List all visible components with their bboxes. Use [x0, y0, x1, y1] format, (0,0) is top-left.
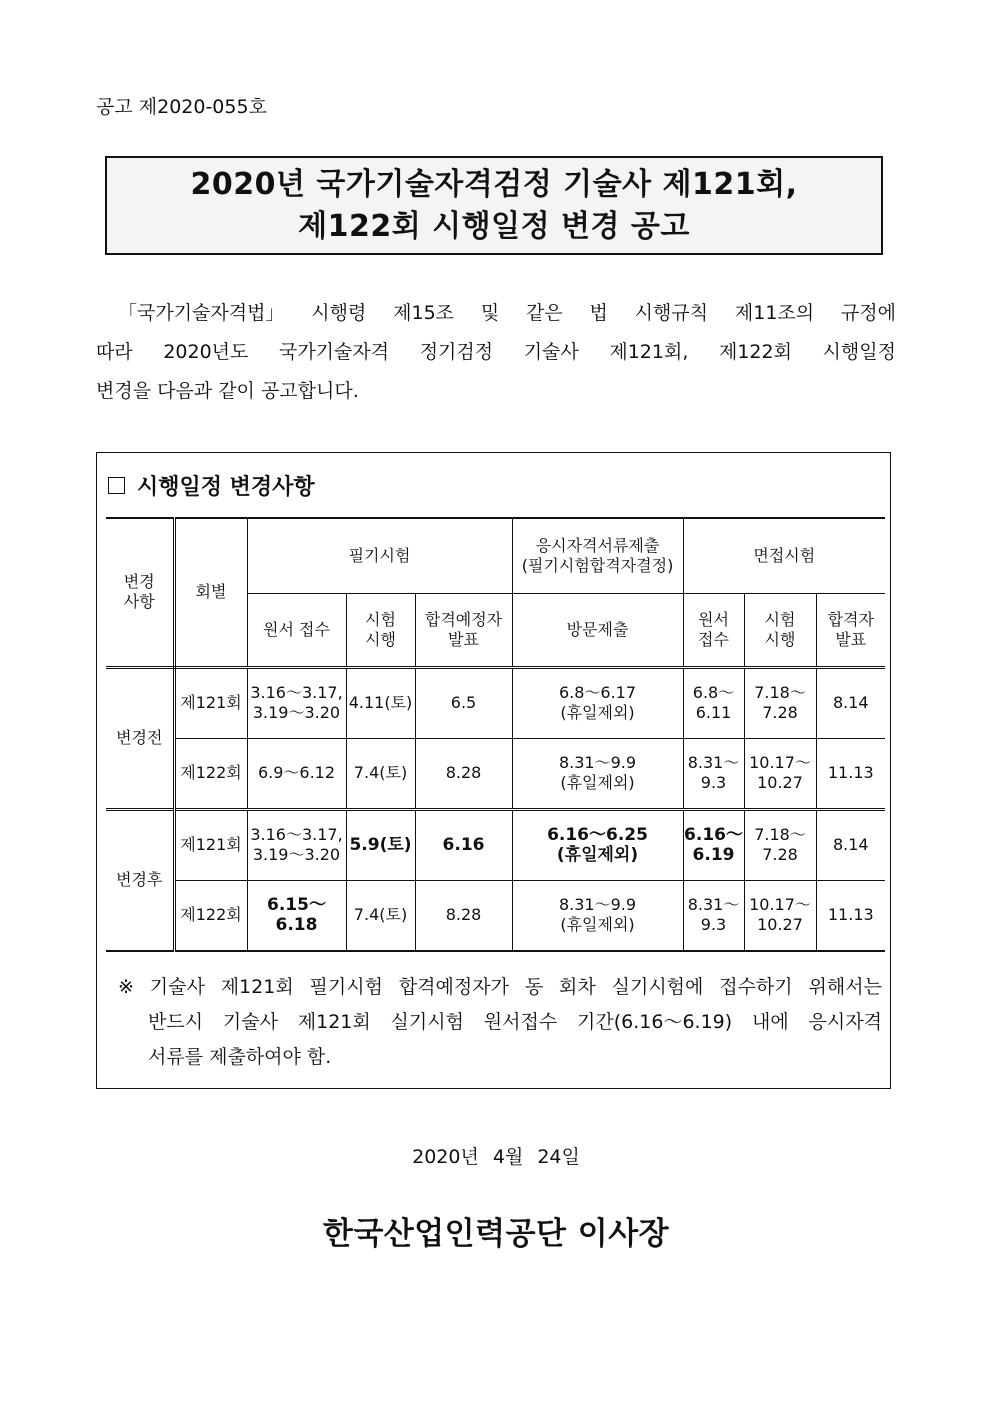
- intro-paragraph: [96, 294, 896, 411]
- note-word: 실기시험에: [611, 976, 704, 998]
- note-word: 위해서는: [808, 976, 882, 998]
- intro-word: 시행령: [311, 302, 367, 324]
- issuer-signature: 한국산업인력공단 이사장: [322, 1216, 670, 1252]
- header-int-pass: 합격자 발표: [816, 593, 885, 667]
- note-word: 제121회: [297, 1011, 371, 1033]
- cell-int-apply: 8.31～ 9.3: [683, 880, 744, 951]
- intro-word: 기술사: [523, 341, 579, 363]
- cell-int-pass: 11.13: [816, 880, 885, 951]
- header-round: 회별: [174, 518, 247, 667]
- header-int-exam: 시험 시행: [744, 593, 816, 667]
- cell-int-exam: 7.18～ 7.28: [744, 667, 816, 738]
- table-row: [106, 809, 885, 880]
- cell-written-apply: 6.15～6.18: [247, 880, 346, 951]
- cell-written-exam: 7.4(토): [346, 880, 415, 951]
- note-word: 회차: [559, 976, 596, 998]
- header-written-pass: 합격예정자 발표: [415, 593, 512, 667]
- cell-written-apply: 3.16～3.17, 3.19～3.20: [247, 809, 346, 880]
- header-written: 필기시험: [247, 518, 512, 593]
- cell-written-pass: 6.5: [415, 667, 512, 738]
- title-line-2: 제122회 시행일정 변경 공고: [298, 208, 690, 244]
- intro-word: 변경을 다음과 같이 공고합니다.: [96, 380, 359, 402]
- cell-int-exam: 7.18～ 7.28: [744, 809, 816, 880]
- cell-int-apply: 6.16～ 6.19: [683, 809, 744, 880]
- cell-written-pass: 6.16: [415, 809, 512, 880]
- table-row: [106, 880, 885, 951]
- cell-written-exam: 5.9(토): [346, 809, 415, 880]
- table-row: [106, 738, 885, 809]
- notice-number: 공고 제2020-055호: [96, 96, 267, 118]
- cell-written-pass: 8.28: [415, 738, 512, 809]
- reference-mark: ※: [118, 976, 134, 998]
- header-int-apply: 원서 접수: [683, 593, 744, 667]
- schedule-table: [106, 517, 885, 952]
- intro-line-2: [96, 333, 896, 372]
- header-written-apply: 원서 접수: [247, 593, 346, 667]
- cell-round: 제122회: [174, 738, 247, 809]
- checkbox-icon: [108, 477, 125, 494]
- note-line-3: [118, 1040, 882, 1075]
- intro-line-1: [96, 294, 896, 333]
- intro-word: 제15조: [393, 302, 455, 324]
- note-line-1: [118, 970, 882, 1005]
- note-word: 내에: [751, 1011, 789, 1033]
- section-title: [108, 470, 315, 501]
- intro-word: 제121회,: [609, 341, 689, 363]
- header-docs-visit: 방문제출: [512, 593, 683, 667]
- note-word: 서류를 제출하여야 함.: [148, 1046, 332, 1068]
- cell-docs: 6.8～6.17 (휴일제외): [512, 667, 683, 738]
- cell-int-apply: 6.8～ 6.11: [683, 667, 744, 738]
- note-word: 응시자격: [808, 1011, 882, 1033]
- cell-int-pass: 8.14: [816, 667, 885, 738]
- cell-round: 제121회: [174, 809, 247, 880]
- cell-int-exam: 10.17～ 10.27: [744, 880, 816, 951]
- intro-word: 정기검정: [419, 341, 494, 363]
- footnote: [118, 970, 882, 1075]
- title-box: [105, 156, 883, 255]
- note-word: 필기시험: [309, 976, 383, 998]
- header-written-exam: 시험 시행: [346, 593, 415, 667]
- cell-written-apply: 6.9～6.12: [247, 738, 346, 809]
- section-title-text: 시행일정 변경사항: [137, 475, 315, 500]
- header-docs: 응시자격서류제출 (필기시험합격자결정): [512, 518, 683, 593]
- note-word: 기술사: [222, 1011, 278, 1033]
- group-label-before: 변경전: [106, 667, 174, 809]
- intro-word: 2020년도: [163, 341, 249, 363]
- cell-docs: 8.31～9.9 (휴일제외): [512, 880, 683, 951]
- intro-word: 규정에: [840, 302, 896, 324]
- intro-word: 제122회: [718, 341, 792, 363]
- cell-written-pass: 8.28: [415, 880, 512, 951]
- cell-docs: 6.16～6.25 (휴일제외): [512, 809, 683, 880]
- note-word: 원서접수: [483, 1011, 558, 1033]
- cell-int-pass: 8.14: [816, 809, 885, 880]
- announcement-date: 2020년 4월 24일: [412, 1146, 580, 1168]
- cell-int-exam: 10.17～ 10.27: [744, 738, 816, 809]
- note-word: 기술사: [149, 976, 205, 998]
- note-word: 동: [524, 976, 544, 998]
- note-word: 제121회: [220, 976, 294, 998]
- title-line-1: 2020년 국가기술자격검정 기술사 제121회,: [190, 166, 798, 202]
- header-interview: 면접시험: [683, 518, 885, 593]
- note-word: 실기시험: [390, 1011, 464, 1033]
- note-word: 접수하기: [719, 976, 793, 998]
- cell-written-exam: 4.11(토): [346, 667, 415, 738]
- intro-word: 및: [480, 302, 500, 324]
- note-line-2: [118, 1005, 882, 1040]
- intro-word: 법: [589, 302, 608, 324]
- note-word: 합격예정자가: [398, 976, 509, 998]
- intro-word: 따라: [96, 341, 133, 363]
- table-row: [106, 667, 885, 738]
- cell-written-exam: 7.4(토): [346, 738, 415, 809]
- cell-written-apply: 3.16～3.17, 3.19～3.20: [247, 667, 346, 738]
- note-word: 기간(6.16～6.19): [577, 1011, 733, 1033]
- intro-word: 같은: [525, 302, 563, 324]
- cell-int-pass: 11.13: [816, 738, 885, 809]
- note-word: 반드시: [148, 1011, 204, 1033]
- header-change: 변경 사항: [106, 518, 174, 667]
- cell-docs: 8.31～9.9 (휴일제외): [512, 738, 683, 809]
- intro-line-3: [96, 372, 896, 411]
- intro-word: 국가기술자격: [278, 341, 390, 363]
- intro-word: 제11조의: [734, 302, 815, 324]
- intro-word: 시행규칙: [634, 302, 709, 324]
- cell-round: 제121회: [174, 667, 247, 738]
- cell-int-apply: 8.31～ 9.3: [683, 738, 744, 809]
- cell-round: 제122회: [174, 880, 247, 951]
- intro-word: 시행일정: [822, 341, 896, 363]
- group-label-after: 변경후: [106, 809, 174, 951]
- intro-word: 「국가기술자격법」: [118, 302, 285, 324]
